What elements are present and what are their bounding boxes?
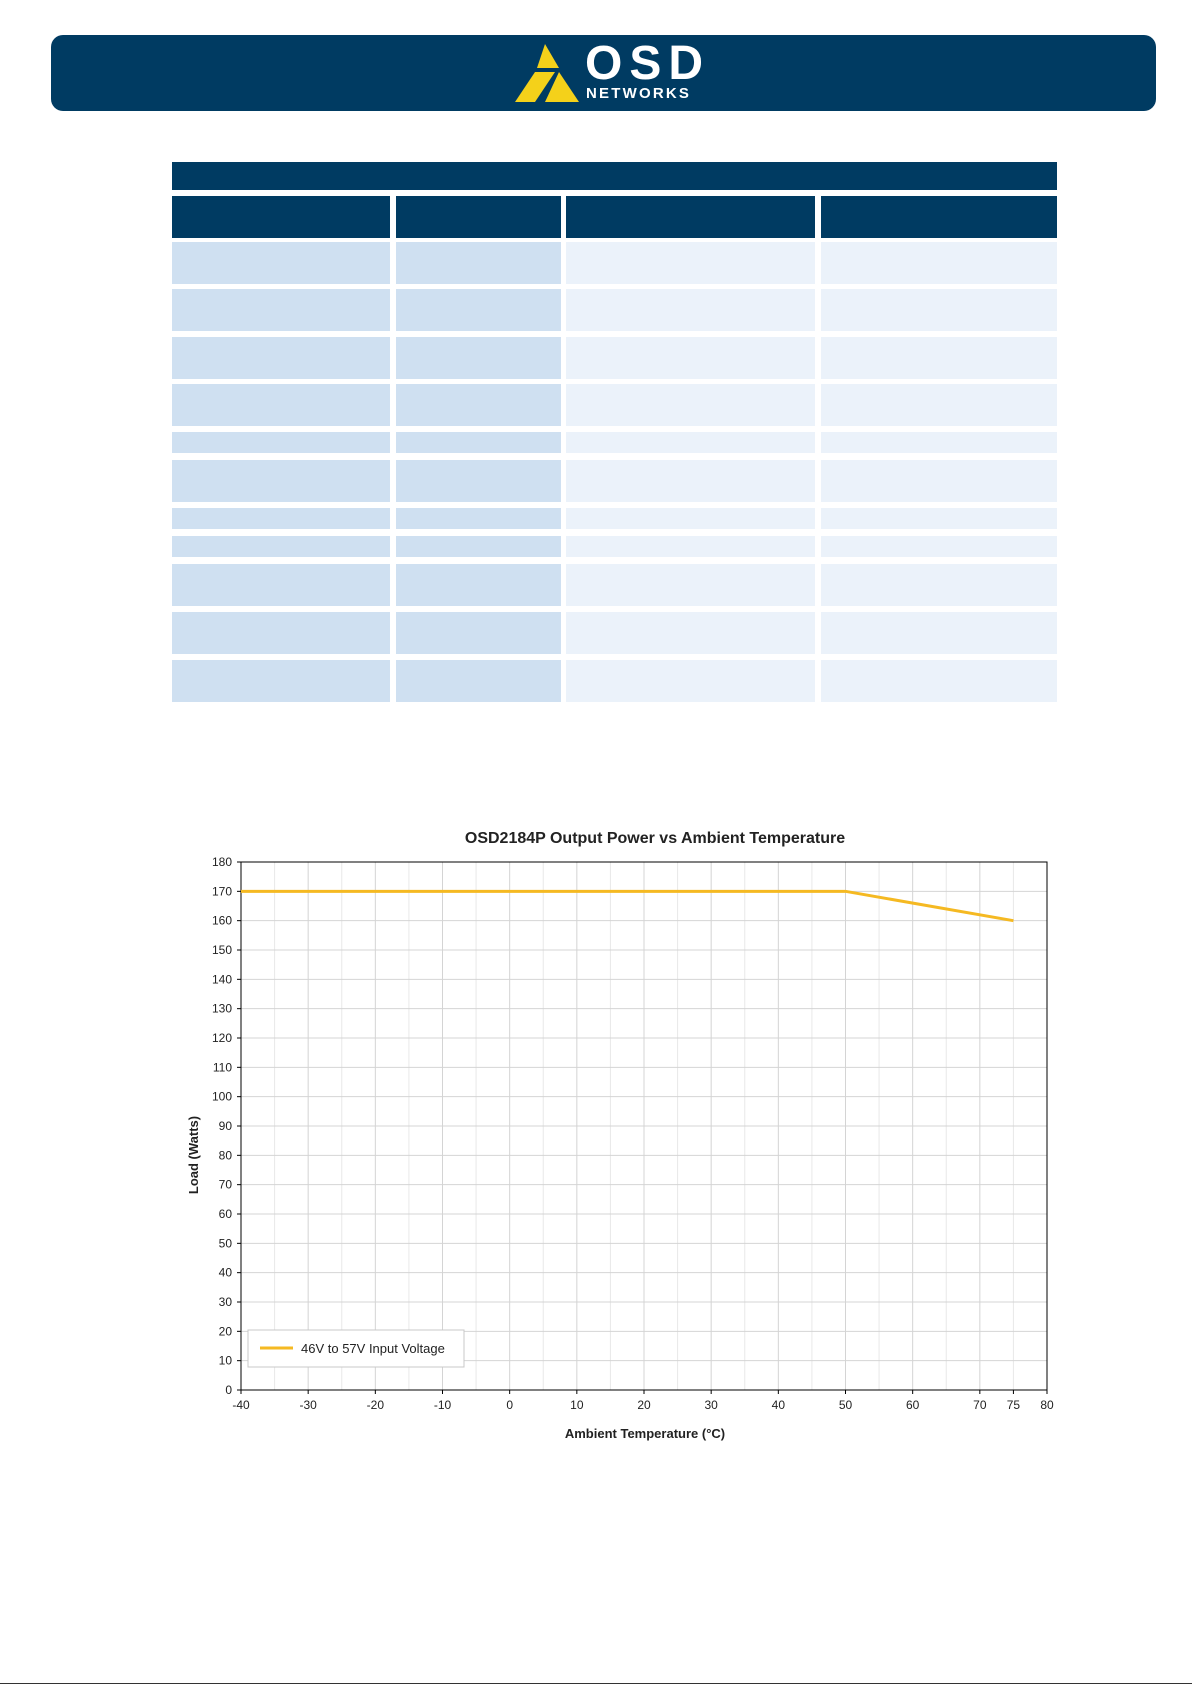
y-axis-label: Load (Watts) [186, 1115, 201, 1195]
table-cell [566, 242, 815, 284]
y-tick-label: 180 [211, 855, 232, 869]
table-cell [396, 612, 561, 654]
table-cell [566, 432, 815, 453]
table-header-cell [172, 196, 390, 238]
table-cell [396, 242, 561, 284]
output-power-chart [180, 815, 1070, 1455]
chart-series [241, 891, 1013, 920]
table-header-cell [566, 196, 815, 238]
x-tick-label: 75 [1006, 1398, 1021, 1412]
table-cell [821, 337, 1057, 379]
y-tick-label: 40 [218, 1265, 232, 1280]
series-line [241, 891, 1013, 920]
table-cell [172, 432, 390, 453]
table-cell [821, 460, 1057, 502]
table-cell [566, 564, 815, 606]
y-tick-label: 70 [218, 1177, 232, 1192]
chart-title: OSD2184P Output Power vs Ambient Temperature [464, 830, 846, 847]
table-cell [566, 508, 815, 529]
table-cell [396, 384, 561, 426]
legend-label: 46V to 57V Input Voltage [301, 1341, 445, 1356]
brand-main-text: OSD [585, 37, 711, 90]
y-tick-label: 60 [218, 1207, 232, 1221]
chart-grid [241, 862, 1047, 1390]
table-cell [821, 536, 1057, 557]
table-cell [821, 660, 1057, 702]
x-tick-label: 0 [506, 1398, 514, 1412]
y-tick-label: 130 [211, 1001, 232, 1016]
x-tick-label: 50 [838, 1398, 853, 1412]
table-cell [172, 536, 390, 557]
x-tick-label: 60 [905, 1398, 920, 1412]
chart-svg [180, 815, 1070, 1455]
footer-rule [0, 1683, 1192, 1684]
x-tick-label: 10 [570, 1398, 584, 1412]
x-tick-label: -10 [433, 1398, 452, 1412]
x-tick-label: 80 [1040, 1398, 1054, 1412]
table-cell [821, 612, 1057, 654]
x-tick-label: 40 [771, 1398, 786, 1412]
chart-legend [248, 1330, 464, 1367]
brand-sub-text: NETWORKS [586, 85, 692, 102]
table-cell [396, 660, 561, 702]
table-cell [821, 289, 1057, 331]
x-tick-label: 70 [973, 1398, 987, 1412]
table-cell [566, 536, 815, 557]
y-tick-label: 170 [211, 884, 232, 899]
table-cell [172, 660, 390, 702]
table-cell [396, 564, 561, 606]
chart-ticks [212, 855, 1054, 1412]
table-cell [172, 564, 390, 606]
x-tick-label: 20 [637, 1398, 651, 1412]
table-cell [172, 508, 390, 529]
table-header-cell [821, 196, 1057, 238]
table-cell [566, 289, 815, 331]
table-cell [396, 536, 561, 557]
y-tick-label: 80 [218, 1148, 232, 1163]
table-cell [821, 564, 1057, 606]
table-cell [172, 612, 390, 654]
table-cell [566, 384, 815, 426]
table-cell [172, 289, 390, 331]
y-tick-label: 160 [211, 913, 232, 928]
table-cell [172, 384, 390, 426]
table-cell [396, 337, 561, 379]
y-tick-label: 120 [211, 1031, 232, 1045]
y-tick-label: 0 [225, 1383, 232, 1397]
y-tick-label: 100 [211, 1089, 232, 1104]
table-title-bar [172, 162, 1057, 190]
table-cell [566, 660, 815, 702]
y-tick-label: 90 [218, 1119, 232, 1133]
y-tick-label: 10 [218, 1353, 232, 1368]
table-cell [566, 612, 815, 654]
table-cell [821, 432, 1057, 453]
table-cell [396, 289, 561, 331]
table-cell [396, 432, 561, 453]
x-axis-label: Ambient Temperature (°C) [564, 1426, 726, 1441]
y-tick-label: 30 [218, 1295, 232, 1309]
y-tick-label: 50 [218, 1236, 232, 1251]
osd-networks-logo [515, 37, 711, 104]
x-tick-label: -30 [299, 1398, 317, 1412]
table-cell [396, 508, 561, 529]
osd-triangle-logo-icon [515, 44, 581, 104]
table-cell [566, 337, 815, 379]
table-header-cell [396, 196, 561, 238]
x-tick-label: -20 [366, 1398, 385, 1412]
y-tick-label: 110 [212, 1060, 232, 1075]
table-cell [396, 460, 561, 502]
table-cell [566, 460, 815, 502]
x-tick-label: 30 [704, 1398, 718, 1412]
y-tick-label: 140 [211, 972, 232, 987]
y-tick-label: 150 [211, 943, 232, 957]
y-tick-label: 20 [218, 1324, 232, 1339]
table-cell [172, 460, 390, 502]
table-cell [172, 337, 390, 379]
x-tick-label: -40 [232, 1398, 250, 1412]
table-cell [821, 242, 1057, 284]
table-cell [821, 384, 1057, 426]
table-cell [172, 242, 390, 284]
table-cell [821, 508, 1057, 529]
